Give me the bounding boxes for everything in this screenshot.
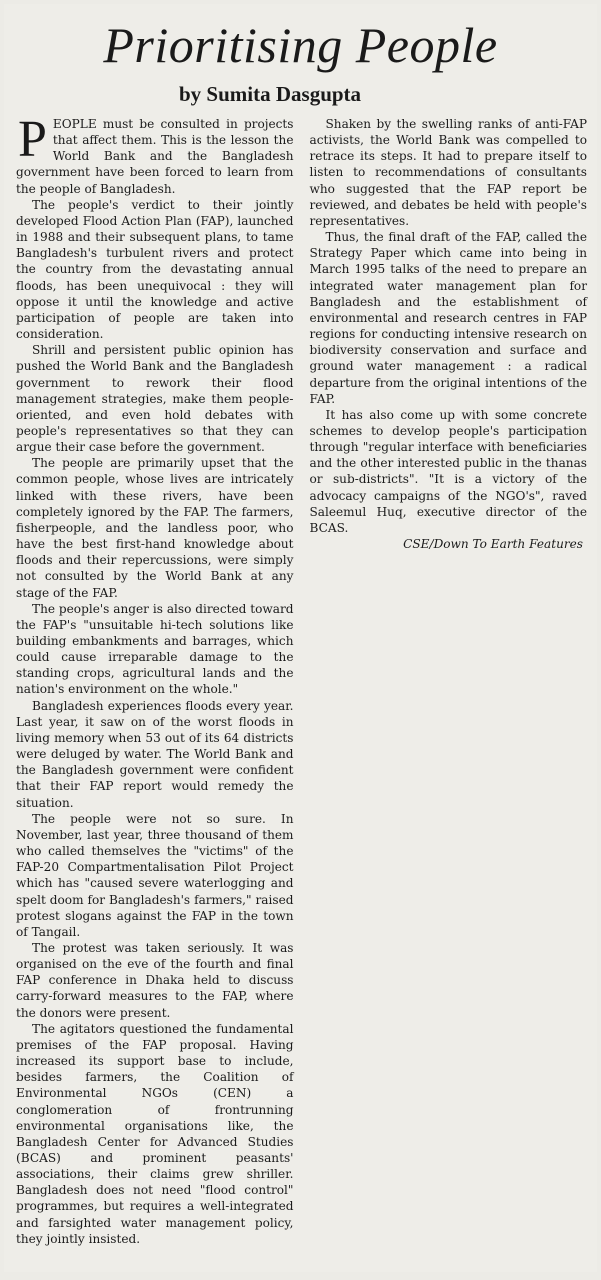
headline: Prioritising People bbox=[103, 17, 498, 73]
source-credit: CSE/Down To Earth Features bbox=[403, 537, 583, 552]
paragraph: The protest was taken seriously. It was organised on the eve of the fourth and final FAP conference in Dhaka held to discuss carry-forward measures to the FAP, where the donors were present. bbox=[16, 940, 294, 1020]
lead-paragraph bbox=[16, 111, 294, 197]
paragraph: It has also come up with some concrete schemes to develop people's participation through "regular interface with beneficiaries and the other interested public in the thanas or sub-districts". "It is a victory of the advocacy campaigns of the NGO's", raved Saleemul Huq, executive director of the BCAS. bbox=[309, 407, 587, 535]
paragraph: Shrill and persistent public opinion has pushed the World Bank and the Bangladesh government to rework their flood management strategies, make them people-oriented, and even hold debates with people's representatives so that they can argue their case before the government. bbox=[16, 343, 294, 455]
article-body bbox=[16, 111, 587, 1268]
paragraph: The people were not so sure. In November, last year, three thousand of them who called themselves the "victims" of the FAP-20 Compartmentalisation Pilot Project which has "caused severe waterlogging and spelt doom for Bangladesh's farmers," raised protest slogans against the FAP in the town of Tangail. bbox=[16, 811, 294, 939]
lead-paragraph-text: EOPLE must be consulted in projects that affect them. This is the lesson the World Bank and the Bangladesh government have been forced to learn from the people of Bangladesh. bbox=[16, 117, 294, 196]
paragraph: Thus, the final draft of the FAP, called the Strategy Paper which came into being in March 1995 talks of the need to prepare an integrated water management plan for Bangladesh and the establishment of environmental and research centres in FAP regions for conducting intensive research on biodiversity conservation and surface and ground water management : a radical departure from the original intentions of the FAP. bbox=[309, 230, 587, 406]
drop-cap: P bbox=[18, 111, 47, 168]
paragraph: The agitators questioned the fundamental premises of the FAP proposal. Having increased its support base to include, besides farmers, the Coalition of Environmental NGOs (CEN) a conglomeration of frontrunning environmental organisations like, the Bangladesh Center for Advanced Studies (BCAS) and prominent peasants' associations, their claims grew shriller. Bangladesh does not need "flood control" programmes, but requires a well-integrated and farsighted water management policy, they jointly insisted. bbox=[16, 1021, 294, 1246]
byline: by Sumita Dasgupta bbox=[179, 82, 362, 106]
paragraph: Shaken by the swelling ranks of anti-FAP activists, the World Bank was compelled to retrace its steps. It had to prepare itself to listen to recommendations of consultants who suggested that the FAP report be reviewed, and debates be held with people's representatives. bbox=[309, 117, 587, 228]
paragraph: The people's anger is also directed toward the FAP's "unsuitable hi-tech solutions like building embankments and barrages, which could cause irreparable damage to the standing crops, agricultural lands and the nation's environment on the whole." bbox=[16, 601, 294, 697]
paragraph: The people's verdict to their jointly developed Flood Action Plan (FAP), launched in 1988 and their subsequent plans, to tame Bangladesh's turbulent rivers and protect the country from the devastating annual floods, has been unequivocal : they will oppose it until the knowledge and active participation of people are taken into consideration. bbox=[16, 197, 294, 342]
paragraph: Bangladesh experiences floods every year. Last year, it saw on of the worst floods in living memory when 53 out of its 64 districts were deluged by water. The World Bank and the Bangladesh government were confident that their FAP report would remedy the situation. bbox=[16, 698, 294, 810]
newspaper-clipping bbox=[4, 4, 597, 1272]
paragraph: The people are primarily upset that the common people, whose lives are intricately linked with these rivers, have been completely ignored by the FAP. The farmers, fisherpeople, and the landless poor, who have the best first-hand knowledge about floods and their repercussions, were simply not consulted by the World Bank at any stage of the FAP. bbox=[16, 456, 294, 600]
